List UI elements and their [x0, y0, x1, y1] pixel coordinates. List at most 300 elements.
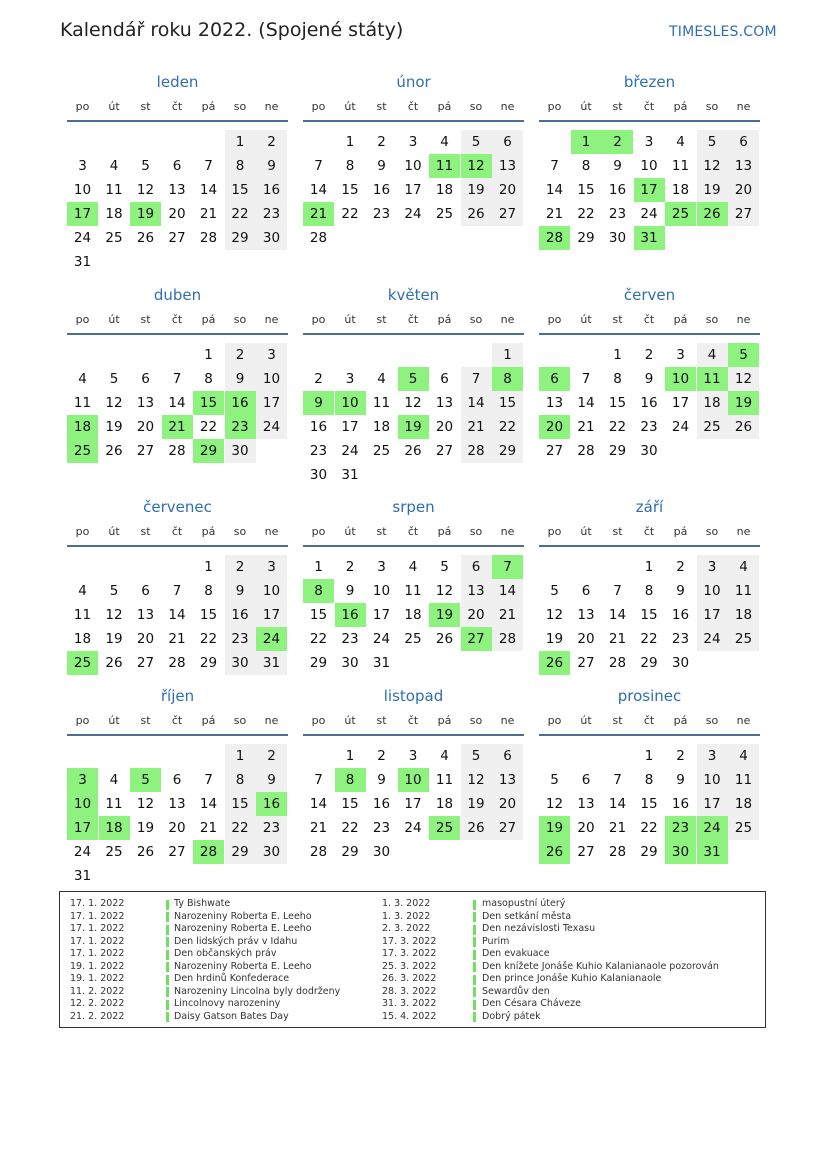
weekday-header: so: [469, 714, 483, 727]
day-cell: 8: [225, 154, 256, 178]
day-cell: 24: [256, 415, 287, 439]
weekday-header: pá: [437, 525, 452, 538]
day-cell: 13: [435, 395, 454, 411]
legend-date: 1. 3. 2022: [382, 910, 431, 922]
weekday-header: so: [233, 100, 247, 113]
weekday-header: út: [580, 100, 592, 113]
day-cell: 20: [168, 820, 186, 836]
holiday-day-cell: 10: [67, 792, 98, 816]
day-cell: 16: [225, 603, 256, 627]
day-cell: 21: [309, 820, 328, 836]
day-cell: 12: [461, 768, 492, 792]
weekday-header: pá: [201, 313, 216, 326]
weekday-header: čt: [643, 714, 655, 727]
day-cell: 2: [345, 559, 355, 575]
holiday-day-cell: 19: [429, 603, 460, 627]
legend-marker: [473, 1012, 476, 1022]
day-cell: 9: [225, 367, 256, 391]
day-cell: 13: [168, 182, 186, 198]
day-cell: 30: [225, 651, 256, 675]
day-cell: 15: [577, 182, 595, 198]
day-cell: 13: [492, 154, 523, 178]
month-divider: [303, 120, 524, 122]
day-cell: 7: [172, 583, 182, 599]
holiday-day-cell: 23: [225, 415, 256, 439]
day-cell: 3: [408, 134, 418, 150]
day-cell: 5: [550, 583, 559, 599]
weekday-header: pá: [437, 100, 452, 113]
holiday-day-cell: 9: [303, 391, 334, 415]
holiday-day-cell: 26: [697, 202, 728, 226]
day-cell: 7: [204, 772, 213, 788]
day-cell: 28: [492, 627, 523, 651]
day-cell: 15: [341, 796, 359, 812]
legend-date: 11. 2. 2022: [70, 985, 125, 997]
day-cell: 6: [492, 744, 523, 768]
holiday-day-cell: 23: [665, 816, 696, 840]
holiday-day-cell: 8: [335, 768, 366, 792]
day-cell: 19: [136, 820, 155, 836]
holiday-day-cell: 10: [398, 768, 429, 792]
day-cell: 16: [256, 178, 287, 202]
day-cell: 29: [577, 230, 595, 246]
day-cell: 22: [492, 415, 523, 439]
day-cell: 1: [225, 130, 256, 154]
legend-holiday-name: Ty Bishwate: [174, 898, 231, 909]
month-divider: [67, 545, 288, 547]
day-cell: 14: [608, 607, 627, 623]
weekday-header: út: [108, 714, 120, 727]
day-cell: 22: [577, 206, 595, 222]
day-cell: 27: [545, 443, 564, 459]
day-cell: 13: [545, 395, 564, 411]
day-cell: 3: [345, 371, 355, 387]
day-cell: 1: [345, 748, 355, 764]
legend-holiday-name: Daisy Gatson Bates Day: [174, 1010, 289, 1022]
day-cell: 1: [644, 559, 654, 575]
day-cell: 15: [341, 182, 359, 198]
weekday-header: po: [75, 714, 90, 727]
month-name: listopad: [383, 687, 444, 705]
day-cell: 2: [256, 130, 287, 154]
day-cell: 3: [377, 559, 386, 575]
weekday-header: so: [233, 313, 247, 326]
day-cell: 21: [577, 419, 595, 435]
legend-marker: [473, 900, 476, 910]
day-cell: 16: [372, 796, 391, 812]
day-cell: 9: [644, 371, 654, 387]
holiday-day-cell: 24: [697, 816, 728, 840]
legend-date: 17. 1. 2022: [70, 935, 125, 947]
month-name: únor: [396, 73, 431, 91]
day-cell: 9: [256, 154, 287, 178]
day-cell: 3: [697, 744, 728, 768]
day-cell: 16: [671, 607, 690, 623]
day-cell: 19: [461, 178, 492, 202]
day-cell: 22: [640, 820, 658, 836]
day-cell: 4: [109, 158, 119, 174]
day-cell: 21: [168, 631, 186, 647]
day-cell: 19: [697, 178, 728, 202]
legend-marker: [166, 962, 169, 972]
legend-holiday-name: Dobrý pátek: [482, 1010, 541, 1022]
day-cell: 1: [204, 559, 213, 575]
month-divider: [67, 120, 288, 122]
weekday-header: čt: [171, 525, 183, 538]
legend-date: 25. 3. 2022: [382, 960, 437, 972]
weekday-header: pá: [201, 714, 216, 727]
weekday-header: čt: [171, 100, 183, 113]
holiday-day-cell: 27: [461, 627, 492, 651]
holiday-day-cell: 19: [130, 202, 161, 226]
holiday-day-cell: 25: [67, 651, 98, 675]
holiday-day-cell: 16: [335, 603, 366, 627]
day-cell: 12: [105, 395, 123, 411]
day-cell: 5: [697, 130, 728, 154]
weekday-header: čt: [407, 313, 419, 326]
day-cell: 7: [314, 158, 323, 174]
day-cell: 25: [372, 443, 391, 459]
day-cell: 3: [697, 555, 728, 579]
day-cell: 25: [697, 415, 728, 439]
weekday-header: pá: [437, 313, 452, 326]
holiday-day-cell: 5: [130, 768, 161, 792]
holiday-day-cell: 25: [67, 439, 98, 463]
day-cell: 24: [404, 206, 422, 222]
weekday-header: ne: [736, 100, 751, 113]
holiday-day-cell: 18: [67, 415, 98, 439]
holiday-day-cell: 8: [303, 579, 334, 603]
day-cell: 13: [577, 607, 595, 623]
legend-marker: [166, 912, 169, 922]
weekday-header: ne: [264, 714, 279, 727]
day-cell: 20: [461, 603, 492, 627]
weekday-header: čt: [407, 525, 419, 538]
day-cell: 23: [256, 202, 287, 226]
day-cell: 25: [105, 230, 123, 246]
day-cell: 5: [461, 130, 492, 154]
day-cell: 3: [676, 347, 685, 363]
day-cell: 18: [73, 631, 92, 647]
weekday-header: ne: [264, 525, 279, 538]
legend-date: 19. 1. 2022: [70, 973, 125, 984]
month-name: říjen: [160, 687, 195, 705]
day-cell: 30: [372, 844, 391, 860]
day-cell: 17: [372, 607, 391, 623]
day-cell: 15: [608, 395, 627, 411]
legend-marker: [166, 937, 169, 947]
day-cell: 9: [256, 768, 287, 792]
day-cell: 23: [671, 631, 690, 647]
day-cell: 7: [613, 583, 622, 599]
day-cell: 10: [256, 579, 287, 603]
day-cell: 8: [644, 772, 654, 788]
day-cell: 23: [372, 206, 391, 222]
day-cell: 12: [105, 607, 123, 623]
weekday-header: ne: [736, 525, 751, 538]
day-cell: 22: [225, 202, 256, 226]
day-cell: 4: [109, 772, 119, 788]
day-cell: 11: [73, 607, 92, 623]
legend-marker: [166, 950, 169, 960]
day-cell: 8: [345, 158, 355, 174]
legend-date: 17. 1. 2022: [70, 910, 125, 922]
day-cell: 14: [309, 796, 328, 812]
month-divider: [67, 333, 288, 335]
weekday-header: st: [612, 525, 623, 538]
day-cell: 27: [492, 816, 523, 840]
day-cell: 24: [697, 627, 728, 651]
day-cell: 14: [168, 607, 186, 623]
weekday-header: pá: [201, 525, 216, 538]
day-cell: 1: [644, 748, 654, 764]
weekday-header: ne: [264, 100, 279, 113]
weekday-header: po: [547, 313, 562, 326]
day-cell: 12: [545, 796, 564, 812]
day-cell: 20: [577, 820, 595, 836]
day-cell: 18: [372, 419, 391, 435]
weekday-header: st: [376, 714, 387, 727]
holiday-day-cell: 16: [256, 792, 287, 816]
holiday-day-cell: 25: [429, 816, 460, 840]
legend-holiday-name: Lincolnovy narozeniny: [174, 998, 281, 1009]
day-cell: 5: [550, 772, 559, 788]
weekday-header: ne: [736, 714, 751, 727]
day-cell: 5: [461, 744, 492, 768]
day-cell: 31: [73, 868, 92, 884]
day-cell: 12: [404, 395, 422, 411]
holiday-day-cell: 10: [665, 367, 696, 391]
day-cell: 11: [671, 158, 690, 174]
day-cell: 24: [73, 844, 92, 860]
day-cell: 18: [671, 182, 690, 198]
weekday-header: so: [705, 525, 719, 538]
day-cell: 8: [204, 583, 213, 599]
weekday-header: st: [376, 100, 387, 113]
legend-marker: [473, 962, 476, 972]
day-cell: 8: [581, 158, 591, 174]
day-cell: 6: [581, 772, 591, 788]
day-cell: 4: [440, 134, 449, 150]
day-cell: 3: [256, 343, 287, 367]
day-cell: 1: [345, 134, 355, 150]
day-cell: 4: [78, 583, 87, 599]
day-cell: 18: [404, 607, 422, 623]
day-cell: 2: [225, 343, 256, 367]
day-cell: 29: [225, 226, 256, 250]
day-cell: 2: [676, 748, 685, 764]
holiday-day-cell: 28: [539, 226, 570, 250]
day-cell: 23: [341, 631, 359, 647]
day-cell: 20: [136, 419, 155, 435]
day-cell: 7: [204, 158, 213, 174]
weekday-header: st: [140, 313, 151, 326]
weekday-header: út: [580, 714, 592, 727]
month-divider: [303, 333, 524, 335]
day-cell: 18: [728, 603, 759, 627]
day-cell: 24: [640, 206, 658, 222]
day-cell: 12: [545, 607, 564, 623]
weekday-header: st: [612, 714, 623, 727]
weekday-header: út: [344, 100, 356, 113]
weekday-header: pá: [673, 525, 688, 538]
day-cell: 6: [141, 583, 150, 599]
month-divider: [539, 545, 760, 547]
holiday-day-cell: 28: [193, 840, 224, 864]
legend-holiday-name: masopustní úterý: [482, 898, 566, 909]
day-cell: 20: [577, 631, 595, 647]
day-cell: 16: [608, 182, 627, 198]
day-cell: 5: [141, 158, 150, 174]
day-cell: 21: [545, 206, 564, 222]
day-cell: 11: [105, 796, 123, 812]
day-cell: 19: [461, 792, 492, 816]
holiday-day-cell: 31: [634, 226, 665, 250]
day-cell: 10: [640, 158, 658, 174]
month-name: leden: [156, 73, 199, 91]
day-cell: 11: [73, 395, 92, 411]
day-cell: 15: [492, 391, 523, 415]
day-cell: 7: [581, 371, 591, 387]
day-cell: 9: [225, 579, 256, 603]
day-cell: 11: [435, 772, 454, 788]
weekday-header: po: [75, 313, 90, 326]
weekday-header: út: [344, 525, 356, 538]
day-cell: 7: [550, 158, 559, 174]
month-name: březen: [623, 73, 676, 91]
day-cell: 31: [372, 655, 391, 671]
day-cell: 26: [461, 202, 492, 226]
day-cell: 13: [492, 768, 523, 792]
legend-date: 17. 1. 2022: [70, 923, 125, 934]
day-cell: 4: [377, 371, 386, 387]
weekday-header: út: [108, 313, 120, 326]
legend-date: 21. 2. 2022: [70, 1010, 125, 1022]
day-cell: 9: [345, 583, 355, 599]
legend-date: 12. 2. 2022: [70, 998, 125, 1009]
weekday-header: st: [376, 525, 387, 538]
day-cell: 22: [341, 820, 359, 836]
holiday-day-cell: 19: [539, 816, 570, 840]
holiday-day-cell: 21: [303, 202, 334, 226]
day-cell: 6: [728, 130, 759, 154]
holiday-day-cell: 2: [602, 130, 633, 154]
day-cell: 30: [256, 840, 287, 864]
day-cell: 12: [136, 182, 155, 198]
day-cell: 15: [640, 796, 658, 812]
holiday-legend: [59, 891, 766, 1028]
weekday-header: st: [376, 313, 387, 326]
day-cell: 17: [404, 796, 422, 812]
day-cell: 29: [341, 844, 359, 860]
day-cell: 27: [577, 655, 595, 671]
holiday-day-cell: 19: [728, 391, 759, 415]
weekday-header: pá: [673, 714, 688, 727]
legend-holiday-name: Narozeniny Roberta E. Leeho: [174, 960, 312, 972]
holiday-day-cell: 29: [193, 439, 224, 463]
day-cell: 10: [73, 182, 92, 198]
month-divider: [539, 120, 760, 122]
day-cell: 15: [309, 607, 328, 623]
day-cell: 9: [377, 772, 386, 788]
holiday-day-cell: 17: [67, 816, 98, 840]
legend-marker: [473, 912, 476, 922]
day-cell: 4: [697, 343, 728, 367]
weekday-header: út: [108, 525, 120, 538]
weekday-header: st: [140, 714, 151, 727]
day-cell: 11: [728, 768, 759, 792]
day-cell: 22: [608, 419, 627, 435]
legend-holiday-name: Sewardův den: [482, 985, 550, 997]
legend-date: 17. 3. 2022: [382, 948, 437, 959]
day-cell: 22: [309, 631, 328, 647]
weekday-header: čt: [643, 100, 655, 113]
day-cell: 4: [78, 371, 87, 387]
day-cell: 26: [728, 415, 759, 439]
day-cell: 2: [676, 559, 685, 575]
day-cell: 28: [168, 655, 186, 671]
day-cell: 1: [225, 744, 256, 768]
legend-holiday-name: Purim: [482, 935, 510, 947]
day-cell: 21: [199, 820, 218, 836]
weekday-header: so: [469, 100, 483, 113]
day-cell: 24: [404, 820, 422, 836]
holiday-day-cell: 11: [697, 367, 728, 391]
day-cell: 3: [78, 158, 87, 174]
day-cell: 12: [697, 154, 728, 178]
day-cell: 28: [608, 844, 627, 860]
day-cell: 5: [109, 371, 119, 387]
day-cell: 27: [136, 655, 155, 671]
day-cell: 16: [640, 395, 658, 411]
weekday-header: so: [469, 525, 483, 538]
day-cell: 3: [408, 748, 418, 764]
day-cell: 9: [613, 158, 622, 174]
legend-holiday-name: Den evakuace: [482, 948, 550, 959]
day-cell: 5: [109, 583, 119, 599]
day-cell: 12: [728, 367, 759, 391]
day-cell: 30: [225, 439, 256, 463]
day-cell: 28: [608, 655, 627, 671]
weekday-header: út: [344, 714, 356, 727]
weekday-header: po: [311, 313, 326, 326]
day-cell: 2: [377, 134, 386, 150]
day-cell: 4: [408, 559, 418, 575]
weekday-header: st: [140, 525, 151, 538]
day-cell: 23: [640, 419, 658, 435]
holiday-day-cell: 11: [429, 154, 460, 178]
day-cell: 21: [608, 820, 627, 836]
day-cell: 6: [172, 158, 182, 174]
day-cell: 13: [136, 395, 155, 411]
day-cell: 10: [697, 768, 728, 792]
day-cell: 8: [613, 371, 622, 387]
day-cell: 25: [435, 206, 454, 222]
legend-marker: [166, 1012, 169, 1022]
day-cell: 30: [608, 230, 627, 246]
day-cell: 30: [256, 226, 287, 250]
weekday-header: ne: [736, 313, 751, 326]
weekday-header: po: [311, 100, 326, 113]
legend-date: 19. 1. 2022: [70, 960, 125, 972]
holiday-day-cell: 31: [697, 840, 728, 864]
day-cell: 7: [314, 772, 323, 788]
holiday-day-cell: 24: [256, 627, 287, 651]
legend-marker: [473, 950, 476, 960]
brand-link[interactable]: TIMESLES.COM: [669, 24, 777, 40]
day-cell: 17: [697, 792, 728, 816]
day-cell: 29: [492, 439, 523, 463]
